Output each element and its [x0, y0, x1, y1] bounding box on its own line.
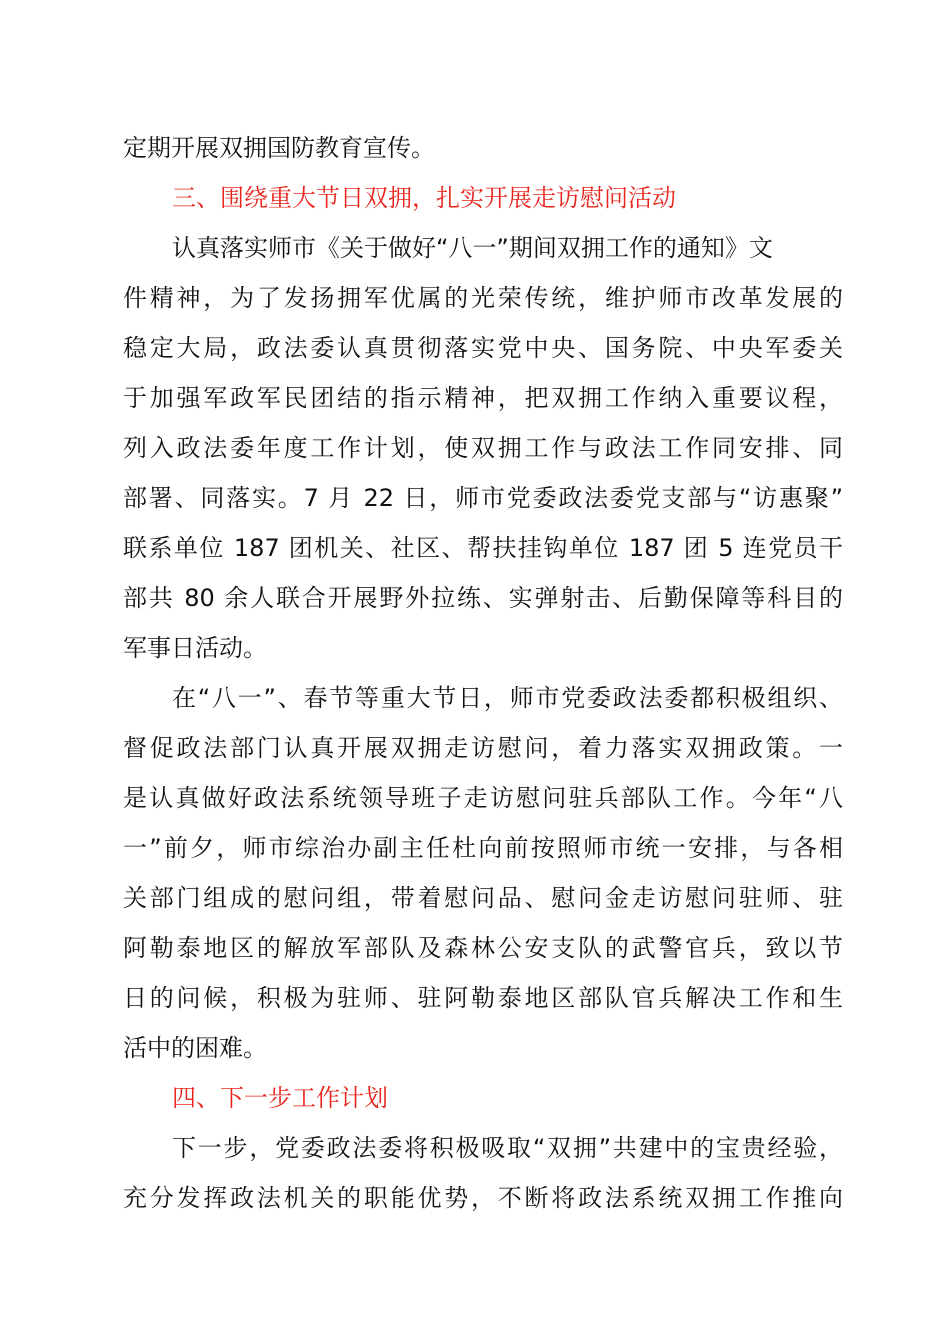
paragraph-2-line: 活中的困难。	[123, 1034, 267, 1062]
paragraph-1-line: 部署、同落实。7 月 22 日，师市党委政法委党支部与“访惠聚”	[123, 484, 843, 512]
paragraph-1-line: 于加强军政军民团结的指示精神，把双拥工作纳入重要议程，	[123, 384, 843, 412]
paragraph-2-line: 督促政法部门认真开展双拥走访慰问，着力落实双拥政策。一	[123, 734, 843, 762]
paragraph-1-line: 列入政法委年度工作计划，使双拥工作与政法工作同安排、同	[123, 434, 843, 462]
section-heading-3: 三、围绕重大节日双拥，扎实开展走访慰问活动	[172, 184, 676, 212]
paragraph-3-line: 充分发挥政法机关的职能优势，不断将政法系统双拥工作推向	[123, 1184, 843, 1212]
paragraph-3-line: 下一步，党委政法委将积极吸取“双拥”共建中的宝贵经验，	[172, 1134, 843, 1162]
paragraph-2-line: 日的问候，积极为驻师、驻阿勒泰地区部队官兵解决工作和生	[123, 984, 843, 1012]
paragraph-1-line: 军事日活动。	[123, 634, 267, 662]
paragraph-1-line: 稳定大局，政法委认真贯彻落实党中央、国务院、中央军委关	[123, 334, 843, 362]
paragraph-1-line: 部共 80 余人联合开展野外拉练、实弹射击、后勤保障等科目的	[123, 584, 843, 612]
paragraph-1-line: 认真落实师市《关于做好“八一”期间双拥工作的通知》文	[172, 234, 773, 262]
body-text-line: 定期开展双拥国防教育宣传。	[123, 134, 435, 162]
paragraph-1-line: 联系单位 187 团机关、社区、帮扶挂钩单位 187 团 5 连党员干	[123, 534, 843, 562]
paragraph-2-line: 阿勒泰地区的解放军部队及森林公安支队的武警官兵，致以节	[123, 934, 843, 962]
paragraph-2-line: 关部门组成的慰问组，带着慰问品、慰问金走访慰问驻师、驻	[123, 884, 843, 912]
paragraph-2-line: 是认真做好政法系统领导班子走访慰问驻兵部队工作。今年“八	[123, 784, 843, 812]
section-heading-4: 四、下一步工作计划	[172, 1084, 388, 1112]
paragraph-2-line: 一”前夕，师市综治办副主任杜向前按照师市统一安排，与各相	[123, 834, 843, 862]
paragraph-1-line: 件精神，为了发扬拥军优属的光荣传统，维护师市改革发展的	[123, 284, 843, 312]
paragraph-2-line: 在“八一”、春节等重大节日，师市党委政法委都积极组织、	[172, 684, 843, 712]
